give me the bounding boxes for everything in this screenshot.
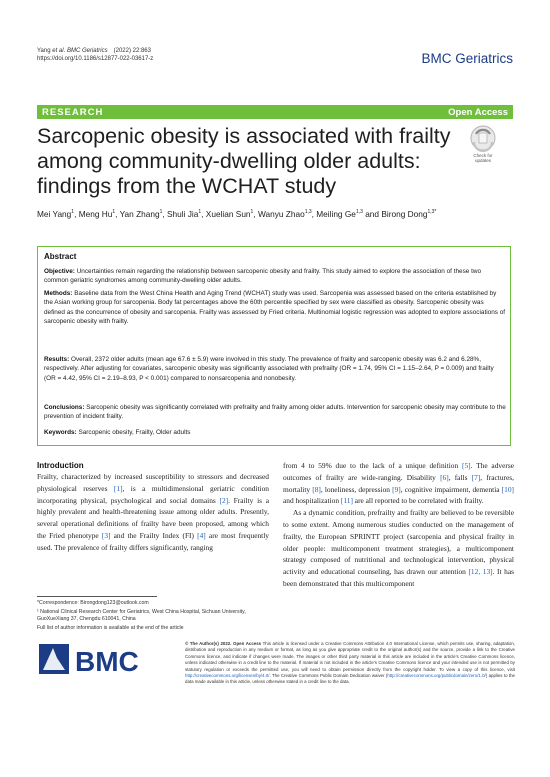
paragraph-text: , falls <box>448 472 472 482</box>
abstract-conclusions <box>44 403 506 422</box>
abstract-keywords <box>44 428 506 437</box>
footnote-divider <box>37 596 157 597</box>
abstract-text: Sarcopenic obesity was significantly correlated with prefrailty and frailty among older adults. Intervention for sarcopenic obesity may contribute to the prevention of incident frailty. <box>44 404 506 421</box>
intro-paragraph-2 <box>283 460 514 507</box>
abstract-label: Objective: <box>44 268 75 275</box>
footnotes <box>37 600 269 634</box>
header-etal: et al. <box>52 48 66 54</box>
intro-paragraph-3 <box>283 507 514 590</box>
author-affiliation-marker: 1 <box>198 209 202 215</box>
paragraph-text: , is a multidimensional geriatric condition incorporating physical, psychological and social domains <box>37 483 270 505</box>
citation-link[interactable]: [7] <box>471 472 481 482</box>
citation-link[interactable]: [5] <box>462 461 471 470</box>
paragraph-text: are most frequently used. The prevalence of frailty differs significantly, ranging <box>37 530 269 552</box>
citation-link[interactable]: [2] <box>219 495 229 505</box>
paragraph-text: are all reported to be correlated with frailty. <box>352 496 484 506</box>
author-name: Meiling Ge <box>316 208 356 219</box>
article-title: Sarcopenic obesity is associated with frailty among community-dwelling older adults: findings from the WCHAT study <box>37 124 451 198</box>
paragraph-text: As a dynamic condition, prefrailty and frailty are believed to be reversible to some extent. Among numerous studies conducted on the management of frailty, the European SPRINTT project (sarcopenia and physical frailty in older people: multicomponent treatment strategies), a multicomponent strategy composed of nutritional and technological intervention, physical activity and educational counseling, has drawn our attention <box>283 508 514 577</box>
badge-line-2: updates <box>474 158 491 163</box>
abstract-results <box>44 355 506 383</box>
affiliation-note: ¹ National Clinical Research Center for Geriatrics, West China Hospital, Sichuan University, GuoXueXiang 37, Chengdu 610041, China <box>37 609 246 622</box>
article-type-label: RESEARCH <box>42 107 104 118</box>
author-affiliation-marker: 1,3 <box>355 209 363 215</box>
abstract-methods <box>44 289 506 327</box>
author-name: Mei Yang <box>37 208 72 219</box>
bmc-logo-text: BMC <box>75 646 139 677</box>
cc-by-link[interactable]: http://creativecommons.org/licenses/by/4.0/ <box>185 673 270 679</box>
bmc-publisher-logo <box>37 640 163 682</box>
author-affiliation-marker: 1 <box>159 209 163 215</box>
citation-link[interactable]: [3] <box>101 530 111 540</box>
paragraph-text: from 4 to 59% due to the lack of a unique definition <box>283 461 462 470</box>
article-type-banner <box>37 105 513 119</box>
author-name: Yan Zhang <box>119 208 160 219</box>
full-list-note: Full list of author information is available at the end of the article <box>37 625 184 631</box>
abstract-label: Conclusions: <box>44 404 85 411</box>
paragraph-text: , fractures, mortality <box>283 472 514 494</box>
license-text: This article is licensed under a Creative Commons Attribution 4.0 International License, which permits use, sharing, adaptation, distribution and reproduction in any medium or format, as long as you give appropriate credit to the original author(s) and the source, provide a link to the Creative Commons licence, and indicate if changes were made. The images or other third party material in this article are included in the article's Creative Commons licence, unless indicated otherwise in a credit line to the material. If material is not included in the article's Creative Commons licence and your intended use is not permitted by statutory regulation or exceeds the permitted use, you will need to obtain permission directly from the copyright holder. To view a copy of this licence, visit <box>185 641 515 672</box>
section-heading-introduction: Introduction <box>37 461 84 470</box>
body-column-left <box>37 461 269 554</box>
author-name: Birong Dong <box>381 208 428 219</box>
author-name: Wanyu Zhao <box>257 208 305 219</box>
citation-link[interactable]: [1] <box>113 483 123 493</box>
journal-name: BMC Geriatrics <box>421 51 513 66</box>
abstract-text: Overall, 2372 older adults (mean age 67.6 ± 5.9) were involved in this study. The prevalence of frailty and sarcopenic obesity was 6.2 and 6.28%, respectively. After adjusting for covariates, sarcopenic obesity was significantly associated with prefrailty (OR = 1.74, 95% CI = 1.15–2.64, P = 0.009) and frailty (OR = 4.42, 95% CI = 2.19–8.93, P < 0.001) compared to nonsarcopenia and nonobesity. <box>44 356 494 382</box>
author-list: Mei Yang$^1$, Meng Hu$^1$, Yan Zhang$^1$, Shuli Jia$^1$, Xuelian Sun$^1$, Wanyu Zhao$^{1,3}$, Meiling Ge$^{1,3}$ and Birong Dong$^{1,3*}$ <box>37 208 437 219</box>
author-affiliation-marker: 1,3* <box>427 209 437 215</box>
abstract-label: Keywords: <box>44 429 77 436</box>
author-name: Meng Hu <box>78 208 113 219</box>
citation-link[interactable]: [8] <box>312 484 321 494</box>
check-for-updates-label <box>462 153 504 163</box>
paragraph-text: . It has been demonstrated that this multicomponent <box>283 567 514 588</box>
abstract-label: Methods: <box>44 290 73 297</box>
abstract-text: Baseline data from the West China Health and Aging Trend (WCHAT) study was used. Sarcopenia was assessed based on the criteria established by the Asian working group for sarcopenia. Body fat percentages above the 60th percentile specified by sex were classified as obesity. Sarcopenic obesity was defined as the concurrence of obesity and sarcopenia. Frailty was assessed by Fried criteria. Multinomial logistic regression was adopted to explore associations of sarcopenic obesity with frailty. <box>44 290 506 326</box>
citation-header <box>37 47 153 63</box>
paragraph-text: , cognitive impairment, dementia <box>400 484 502 494</box>
body-column-right <box>283 460 514 590</box>
correspondence-note: *Correspondence: Birongdong123@outlook.com <box>37 600 149 606</box>
header-author: Yang <box>37 48 51 54</box>
badge-line-1: Check for <box>473 153 493 158</box>
abstract-objective <box>44 267 506 286</box>
author-name: Xuelian Sun <box>205 208 251 219</box>
doi-link[interactable]: https://doi.org/10.1186/s12877-022-03617-z <box>37 56 154 62</box>
citation-link[interactable]: [12, 13] <box>468 567 493 577</box>
paragraph-text: Frailty, characterized by increased susceptibility to stressors and decreased physiological reserves <box>37 472 269 493</box>
cc-zero-link[interactable]: http://creativecommons.org/publicdomain/zero/1.0/ <box>387 673 486 679</box>
abstract-text: Uncertainties remain regarding the relationship between sarcopenic obesity and frailty. This study aimed to explore the association of these two common geriatric syndromes among community-dwelling older adults. <box>44 268 482 285</box>
paragraph-text: and hospitalization <box>283 496 341 506</box>
intro-paragraph-1 <box>37 471 269 554</box>
author-affiliation-marker: 1,3 <box>304 209 312 215</box>
header-journal-short: BMC Geriatrics <box>66 48 108 54</box>
abstract-heading: Abstract <box>44 252 77 261</box>
abstract-text: Sarcopenic obesity, Frailty, Older adults <box>78 429 191 436</box>
author-affiliation-marker: 1 <box>71 209 75 215</box>
author-affiliation-marker: 1 <box>250 209 254 215</box>
paragraph-text: . The adverse outcomes of frailty are wide-ranging. Disability <box>283 461 514 482</box>
check-for-updates-icon[interactable] <box>462 124 504 170</box>
author-name: Shuli Jia <box>167 208 199 219</box>
paragraph-text: . Frailty is a highly prevalent and health-threatening issue among older adults. Presently, several operational definitions of frailty have been proposed, among which the Fried phenotype <box>37 495 269 540</box>
citation-link[interactable]: [9] <box>392 484 401 494</box>
license-statement <box>185 641 515 686</box>
citation-link[interactable]: [11] <box>340 496 353 506</box>
citation-link[interactable]: [6] <box>440 472 449 482</box>
citation-link[interactable]: [4] <box>197 530 206 540</box>
abstract-label: Results: <box>44 356 70 363</box>
license-text-2: . The Creative Commons Public Domain Dedication waiver ( <box>269 673 388 679</box>
header-year-volume: (2022) 22:863 <box>113 48 151 54</box>
open-access-label: Open Access <box>448 107 508 118</box>
author-affiliation-marker: 1 <box>112 209 116 215</box>
open-access-text: Open Access <box>233 641 262 646</box>
license-text-3: ) applies to the data made available in this article, unless otherwise stated in a credit line to the data. <box>185 673 515 685</box>
citation-link[interactable]: [10] <box>501 484 514 494</box>
copyright-label: © The Author(s) 2022. <box>185 641 232 646</box>
paragraph-text: , loneliness, depression <box>320 484 393 494</box>
paragraph-text: and the Frailty Index (FI) <box>110 530 198 540</box>
